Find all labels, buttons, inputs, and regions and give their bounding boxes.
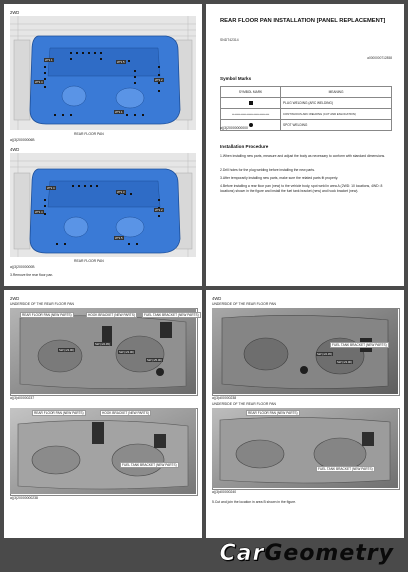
table-row	[221, 109, 392, 120]
spot-weld-symbol-icon	[249, 123, 253, 127]
symbol-marks-heading: Symbol Marks	[220, 76, 252, 81]
page-1-floor-pan-diagrams	[4, 4, 202, 286]
photo1-label-hook-bracket: HOOK BRACKET (NEW PARTS)	[88, 313, 135, 317]
photo-4wd-underside-1	[212, 308, 398, 394]
label-2wd: 2WD	[10, 296, 20, 301]
fig-id: a)(3)20000000000	[220, 126, 248, 130]
step-3: 3.After temporarily installing new parts, make sure the related parts fit properly.	[220, 176, 339, 180]
step-1: 1.When installing new parts, measure and adjust the body as necessary to conform with standard dimensions.	[220, 154, 386, 158]
step-3: 3.Remove the rear floor pan.	[10, 273, 54, 277]
page-3-2wd-photos	[4, 290, 202, 538]
table-header-symbol: SYMBOL MARK	[221, 87, 281, 98]
step-2: 2.Drill holes for the plug welding before installing the new parts.	[220, 168, 315, 172]
photo2-label-fuel-tank: FUEL TANK BRACKET (NEW PARTS)	[318, 467, 373, 471]
label-4wd: 4WD	[10, 147, 20, 152]
photo1-label-fuel-tank: FUEL TANK BRACKET (NEW PARTS)	[332, 343, 387, 347]
page-4-4wd-photos	[206, 290, 404, 538]
dim-label-4: SW (1/5.00)	[147, 358, 162, 362]
table-cell-meaning: CONTINUOUS ARC WELDING (CUT AND ENLOCATION)	[281, 109, 392, 120]
fig1-id: a)(3)d00000237	[10, 396, 35, 400]
photo2-label-floor-pan: REAR FLOOR PAN (NEW PARTS)	[248, 411, 298, 415]
fig2-id: a)(3)20000000238	[10, 496, 38, 500]
floor-pan-4wd-diagram	[10, 153, 196, 257]
logo-part-geometry: Geometry	[264, 541, 394, 566]
photo1-label-fuel-tank: FUEL TANK BRACKET (NEW PARTS)	[144, 313, 199, 317]
logo-part-car: Car	[219, 541, 265, 566]
page-2-installation-text	[206, 4, 404, 286]
photo-2wd-underside-2	[10, 408, 196, 494]
floor-pan-2wd-diagram	[10, 16, 196, 130]
continuous-weld-symbol: +++++++++++++++++++++++++++++++	[221, 109, 281, 120]
fig1-id: a)(3)20000006B	[10, 138, 35, 142]
photo1-label-floor-pan: REAR FLOOR PAN (NEW PARTS)	[22, 313, 72, 317]
symbol-marks-table	[220, 86, 392, 131]
step-4: 4.Before installing a rear floor pan (new) to the vehicle body, spot weld in area A (2WD: 10 locations, 4WD: 8 locations) shown in the figure and install the fuel tank bracket (new) and hook bracket (new).	[220, 184, 383, 193]
dim-label-2: SW (1/2.45)	[95, 342, 110, 346]
fig2-id: a)(3)20000000B	[10, 265, 35, 269]
callout-4: W*1 2	[155, 78, 163, 82]
fig1-caption: REAR FLOOR PAN	[74, 132, 104, 136]
callout-5: W*1 1	[115, 110, 123, 114]
underside-label: UNDERSIDE OF THE REAR FLOOR PAN	[10, 302, 74, 306]
fig1-id: a)(3)d00000238	[212, 396, 237, 400]
dim-label-1: SW (1/2.45)	[317, 352, 332, 356]
callout-7: W*1 3	[117, 190, 125, 194]
table-row	[221, 98, 392, 109]
callout-1: W*1 1	[45, 58, 53, 62]
photo-2wd-underside-1	[10, 308, 196, 394]
underside-label: UNDERSIDE OF THE REAR FLOOR PAN	[212, 302, 276, 306]
dim-label-2: SW (1/3.00)	[337, 360, 352, 364]
callout-3: W*1 4	[35, 80, 43, 84]
dim-label-3: SW (1/3.00)	[119, 350, 134, 354]
callout-10: W*1 5	[115, 236, 123, 240]
doc-number: a0000000712858	[367, 56, 392, 60]
photo2-label-hook-bracket: HOOK BRACKET (NEW PARTS)	[102, 411, 149, 415]
doc-id: SNDT42314	[220, 38, 239, 42]
label-4wd: 4WD	[212, 296, 222, 301]
photo2-label-floor-pan: REAR FLOOR PAN (NEW PARTS)	[34, 411, 84, 415]
page-title: REAR FLOOR PAN INSTALLATION [PANEL REPLACEMENT]	[220, 18, 386, 24]
table-cell-meaning: SPOT WELDING	[281, 120, 392, 131]
cargeometry-logo	[220, 541, 395, 566]
fig2-id: a)(3)d00000240	[212, 490, 237, 494]
label-2wd: 2WD	[10, 10, 20, 15]
fig2-caption: REAR FLOOR PAN	[74, 259, 104, 263]
underside-label-2: UNDERSIDE OF THE REAR FLOOR PAN	[212, 402, 276, 406]
callout-6: W*1 4	[47, 186, 55, 190]
photo2-label-fuel-tank: FUEL TANK BRACKET (NEW PARTS)	[122, 463, 177, 467]
step-5: 5.Cut and join the location in area B shown in the figure.	[212, 500, 297, 504]
table-header-meaning: MEANING	[281, 87, 392, 98]
callout-9: W*1 2	[155, 208, 163, 212]
photo-4wd-underside-2	[212, 408, 398, 488]
dim-label-1: SW (1/3.00)	[59, 348, 74, 352]
procedure-heading: Installation Procedure	[220, 144, 269, 149]
plug-weld-symbol-icon	[249, 101, 253, 105]
callout-2: W*1 5	[117, 60, 125, 64]
callout-8: W*1 4	[35, 210, 43, 214]
table-cell-meaning: PLUG WELDING (ARC WELDING)	[281, 98, 392, 109]
